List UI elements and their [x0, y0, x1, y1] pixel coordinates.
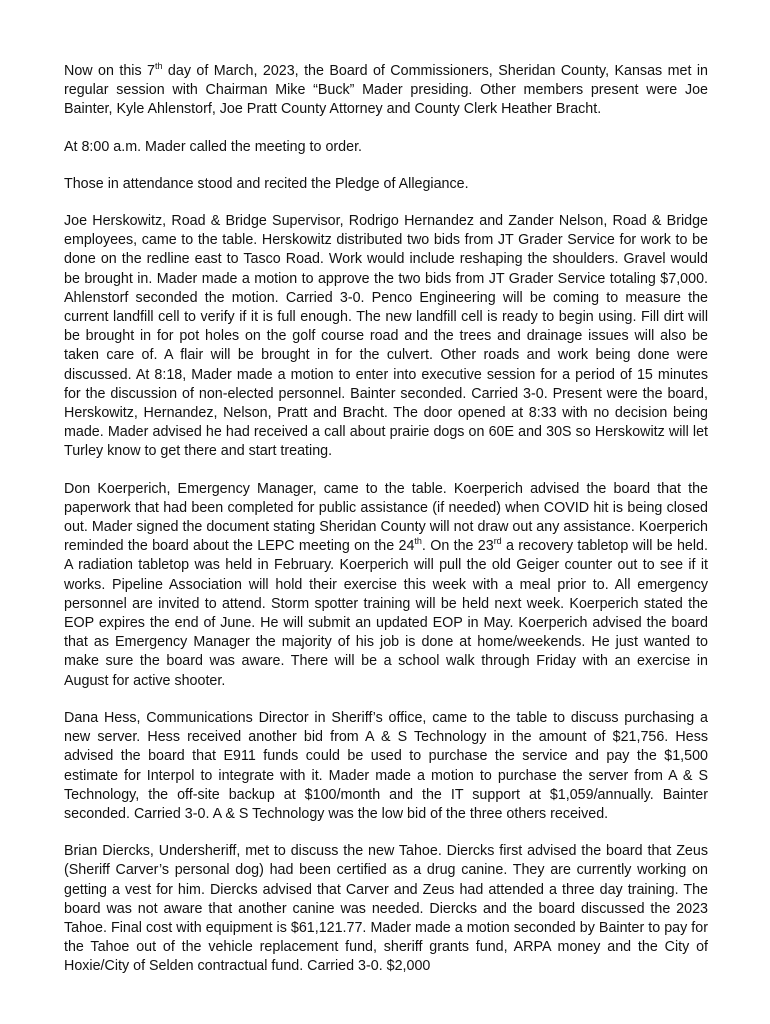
paragraph-undersheriff: Brian Diercks, Undersheriff, met to discuss the new Tahoe. Diercks first advised the board that Zeus (Sheriff Carver’s personal dog) had been certified as a drug canine. They are currently working on getting a vest for him. Diercks advised that Carver and Zeus had attended a three day training. The board was not aware that another canine was needed. Diercks and the board discussed the 2023 Tahoe. Final cost with equipment is $61,121.77. Mader made a motion seconded by Bainter to pay for the Tahoe out of the vehicle replacement fund, sheriff grants fund, ARPA money and the City of Hoxie/City of Selden contractual fund. Carried 3-0. $2,000	[64, 843, 708, 975]
paragraph-session-opening	[64, 62, 708, 120]
text-fragment: a recovery tabletop will be held. A radiation tabletop was held in February. Koerperich will pull the old Geiger counter out to see if it works. Pipeline Association will hold their exercise this week with a meal prior to. All emergency personnel are invited to attend. Storm spotter training will be held next week. Koerperich stated the EOP expires the end of June. He will submit an updated EOP in May. Koerperich advised the board that as Emergency Manager the majority of his job is done at home/weekends. He just wanted to make sure the board was aware. There will be a school walk through Friday with an exercise in August for active shooter.	[64, 538, 708, 689]
paragraph-emergency-manager	[64, 480, 708, 691]
text-fragment: day of March, 2023, the Board of Commissioners, Sheridan County, Kansas met in regular session with Chairman Mike “Buck” Mader presiding. Other members present were Joe Bainter, Kyle Ahlenstorf, Joe Pratt County Attorney and County Clerk Heather Bracht.	[64, 63, 708, 118]
text-fragment: Don Koerperich, Emergency Manager, came to the table. Koerperich advised the board that the paperwork that had been completed for public assistance (if needed) when COVID hit is being closed out. Mader signed the document stating Sheridan County will not draw out any assistance. Koerperich reminded the board about the LEPC meeting on the 24	[64, 480, 708, 555]
paragraph-call-to-order: At 8:00 a.m. Mader called the meeting to order.	[64, 138, 363, 155]
minutes-document	[64, 62, 708, 995]
paragraph-road-bridge: Joe Herskowitz, Road & Bridge Supervisor, Rodrigo Hernandez and Zander Nelson, Road & Bridge employees, came to the table. Herskowitz distributed two bids from JT Grader Service for work to be done on the redline east to Tasco Road. Work would include reshaping the shoulders. Gravel would be brought in. Mader made a motion to approve the two bids from JT Grader Service totaling $7,000. Ahlenstorf seconded the motion. Carried 3-0. Penco Engineering will be coming to measure the current landfill cell to verify if it is full enough. The new landfill cell is ready to begin using. Fill dirt will be brought in for pot holes on the golf course road and the trees and drainage issues will also be taken care of. A flair will be brought in for the culvert. Other roads and work being done were discussed. At 8:18, Mader made a motion to enter into executive session for a period of 15 minutes for the discussion of non-elected personnel. Bainter seconded. Carried 3-0. Present were the board, Herskowitz, Hernandez, Nelson, Pratt and Bracht. The door opened at 8:33 with no decision being made. Mader advised he had received a call about prairie dogs on 60E and 30S so Herskowitz will let Turley know to get there and start treating.	[64, 213, 708, 460]
ordinal-suffix: th	[154, 61, 163, 72]
paragraph-communications: Dana Hess, Communications Director in Sheriff’s office, came to the table to discuss purchasing a new server. Hess received another bid from A & S Technology in the amount of $21,756. Hess advised the board that E911 funds could be used to purchase the service and pay the $1,500 estimate for Interpol to integrate with it. Mader made a motion to purchase the server from A & S Technology, the off-site backup at $100/month and the IT support at $1,059/annually. Bainter seconded. Carried 3-0. A & S Technology was the low bid of the three others received.	[64, 709, 708, 822]
text-fragment: Now on this 7	[64, 63, 155, 79]
paragraph-pledge: Those in attendance stood and recited the Pledge of Allegiance.	[64, 175, 469, 192]
ordinal-suffix: th	[414, 536, 422, 547]
ordinal-suffix: rd	[493, 536, 502, 547]
text-fragment: . On the 23	[421, 538, 494, 555]
